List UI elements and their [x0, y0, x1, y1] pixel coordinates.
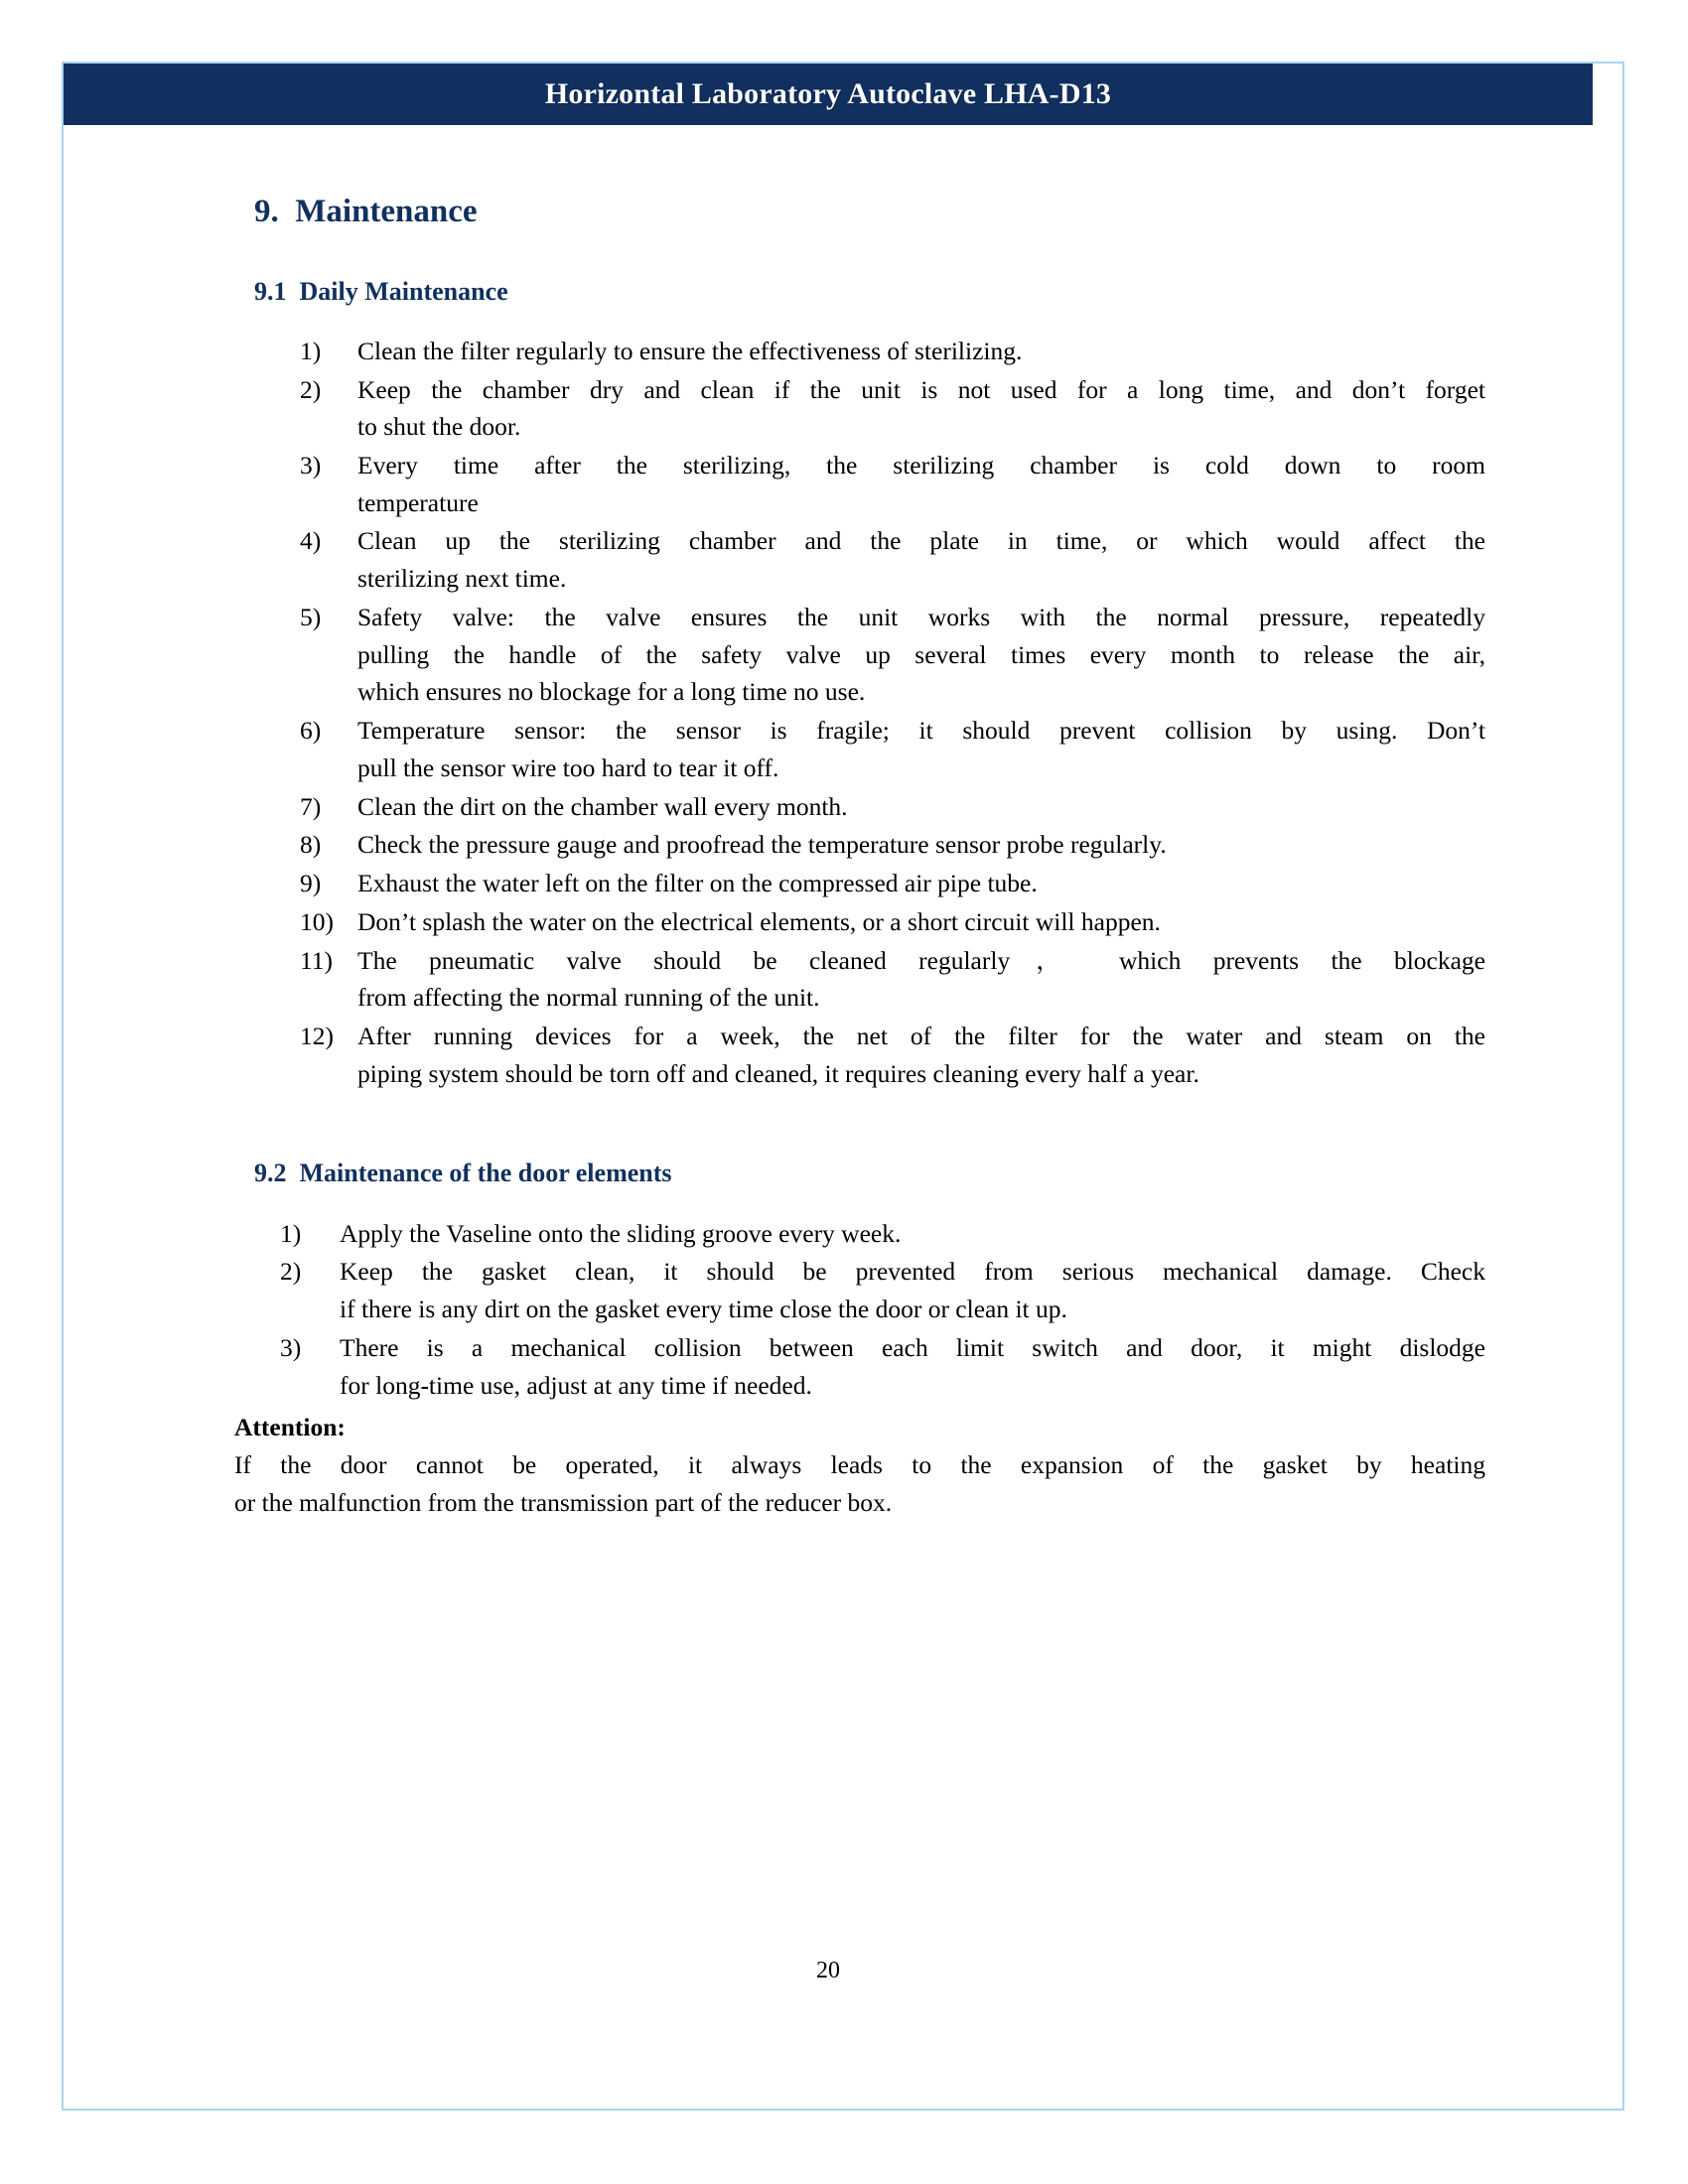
list-item-marker: 8) — [300, 830, 322, 860]
list-item-marker: 12) — [300, 1022, 334, 1050]
list-item-marker: 9) — [300, 869, 322, 898]
text-line: Every time after the sterilizing, the sterilizing chamber is cold down to room — [357, 450, 1485, 479]
list-item — [300, 599, 1485, 711]
list-item — [300, 788, 1485, 826]
list-item-text — [357, 712, 1485, 786]
text-line: Temperature sensor: the sensor is fragile; it should prevent collision by using. Don’t — [357, 716, 1485, 746]
text-line: temperature — [357, 487, 479, 517]
list-item — [300, 826, 1485, 864]
attention-text — [234, 1446, 1485, 1521]
text-line: After running devices for a week, the net of the filter for the water and steam on the — [357, 1022, 1485, 1050]
daily-maintenance-list — [300, 333, 1485, 1093]
list-item — [300, 865, 1485, 902]
text-line: if there is any dirt on the gasket every time close the door or clean it up. — [340, 1295, 1067, 1324]
list-item-marker: 11) — [300, 945, 334, 975]
text-line: Clean the filter regularly to ensure the effectiveness of sterilizing. — [357, 336, 1023, 365]
list-item-text — [357, 447, 1485, 521]
document-title: Horizontal Laboratory Autoclave LHA-D13 — [544, 77, 1112, 110]
text-line: If the door cannot be operated, it always leads to the expansion of the gasket by heating — [234, 1450, 1485, 1480]
page-content — [193, 193, 1503, 1522]
list-item-marker: 2) — [280, 1257, 302, 1287]
text-line: Apply the Vaseline onto the sliding groove every week. — [340, 1218, 902, 1248]
section-heading-9: 9. Maintenance — [254, 194, 478, 229]
text-line: piping system should be torn off and cleaned, it requires cleaning every half a year. — [357, 1058, 1199, 1088]
page-number: 20 — [816, 1958, 840, 1983]
text-line: which ensures no blockage for a long time no use. — [357, 677, 866, 707]
section-heading-9-1: 9.1 Daily Maintenance — [254, 276, 508, 306]
text-line: for long-time use, adjust at any time if needed. — [340, 1370, 812, 1400]
list-item-marker: 5) — [300, 602, 322, 631]
list-item — [300, 712, 1485, 786]
text-line: Keep the gasket clean, it should be prevented from serious mechanical damage. Check — [340, 1257, 1485, 1287]
list-item-marker: 2) — [300, 374, 322, 404]
attention-label: Attention: — [234, 1413, 346, 1442]
text-line: Safety valve: the valve ensures the unit works with the normal pressure, repeatedly — [357, 602, 1485, 631]
text-line: or the malfunction from the transmission part of the reducer box. — [234, 1488, 893, 1518]
list-item-marker: 1) — [280, 1218, 302, 1248]
list-item — [280, 1329, 1485, 1404]
list-item-text — [357, 599, 1485, 711]
list-item-text — [357, 371, 1485, 446]
text-line: to shut the door. — [357, 412, 521, 442]
list-item-text — [357, 1018, 1485, 1092]
list-item-marker: 3) — [280, 1332, 302, 1362]
list-item-text — [340, 1215, 1485, 1253]
text-line: sterilizing next time. — [357, 564, 567, 594]
list-item — [300, 522, 1485, 597]
list-item-marker: 6) — [300, 716, 322, 746]
text-line: pulling the handle of the safety valve up several times every month to release the air, — [357, 639, 1485, 669]
text-line: There is a mechanical collision between each limit switch and door, it might dislodge — [340, 1332, 1485, 1362]
list-item-text — [357, 333, 1485, 370]
list-item-text — [340, 1329, 1485, 1404]
list-item — [300, 371, 1485, 446]
text-line: pull the sensor wire too hard to tear it off. — [357, 752, 779, 782]
list-item-text — [357, 903, 1485, 941]
list-item-marker: 10) — [300, 906, 334, 936]
text-line: The pneumatic valve should be cleaned regularly， which prevents the blockage — [357, 945, 1485, 975]
list-item-text — [340, 1253, 1485, 1327]
page-header-banner — [64, 64, 1593, 125]
list-item-marker: 1) — [300, 336, 322, 365]
list-item-text — [357, 865, 1485, 902]
list-item — [300, 942, 1485, 1017]
door-elements-maintenance-list — [280, 1215, 1485, 1405]
list-item — [300, 333, 1485, 370]
list-item — [300, 1018, 1485, 1092]
text-line: Don’t splash the water on the electrical elements, or a short circuit will happen. — [357, 906, 1161, 936]
text-line: Exhaust the water left on the filter on the compressed air pipe tube. — [357, 869, 1038, 898]
list-item — [300, 447, 1485, 521]
list-item-text — [357, 826, 1485, 864]
section-heading-9-2: 9.2 Maintenance of the door elements — [254, 1159, 672, 1188]
list-item-marker: 3) — [300, 450, 322, 479]
list-item — [280, 1215, 1485, 1253]
text-line: Check the pressure gauge and proofread the temperature sensor probe regularly. — [357, 830, 1167, 860]
list-item-text — [357, 522, 1485, 597]
text-line: Clean the dirt on the chamber wall every month. — [357, 791, 848, 821]
list-item — [300, 903, 1485, 941]
list-item-marker: 7) — [300, 791, 322, 821]
list-item-text — [357, 788, 1485, 826]
list-item — [280, 1253, 1485, 1327]
list-item-marker: 4) — [300, 526, 322, 556]
text-line: from affecting the normal running of the unit. — [357, 983, 820, 1013]
text-line: Keep the chamber dry and clean if the unit is not used for a long time, and don’t forget — [357, 374, 1485, 404]
document-page — [62, 62, 1624, 2111]
list-item-text — [357, 942, 1485, 1017]
text-line: Clean up the sterilizing chamber and the plate in time, or which would affect the — [357, 526, 1485, 556]
